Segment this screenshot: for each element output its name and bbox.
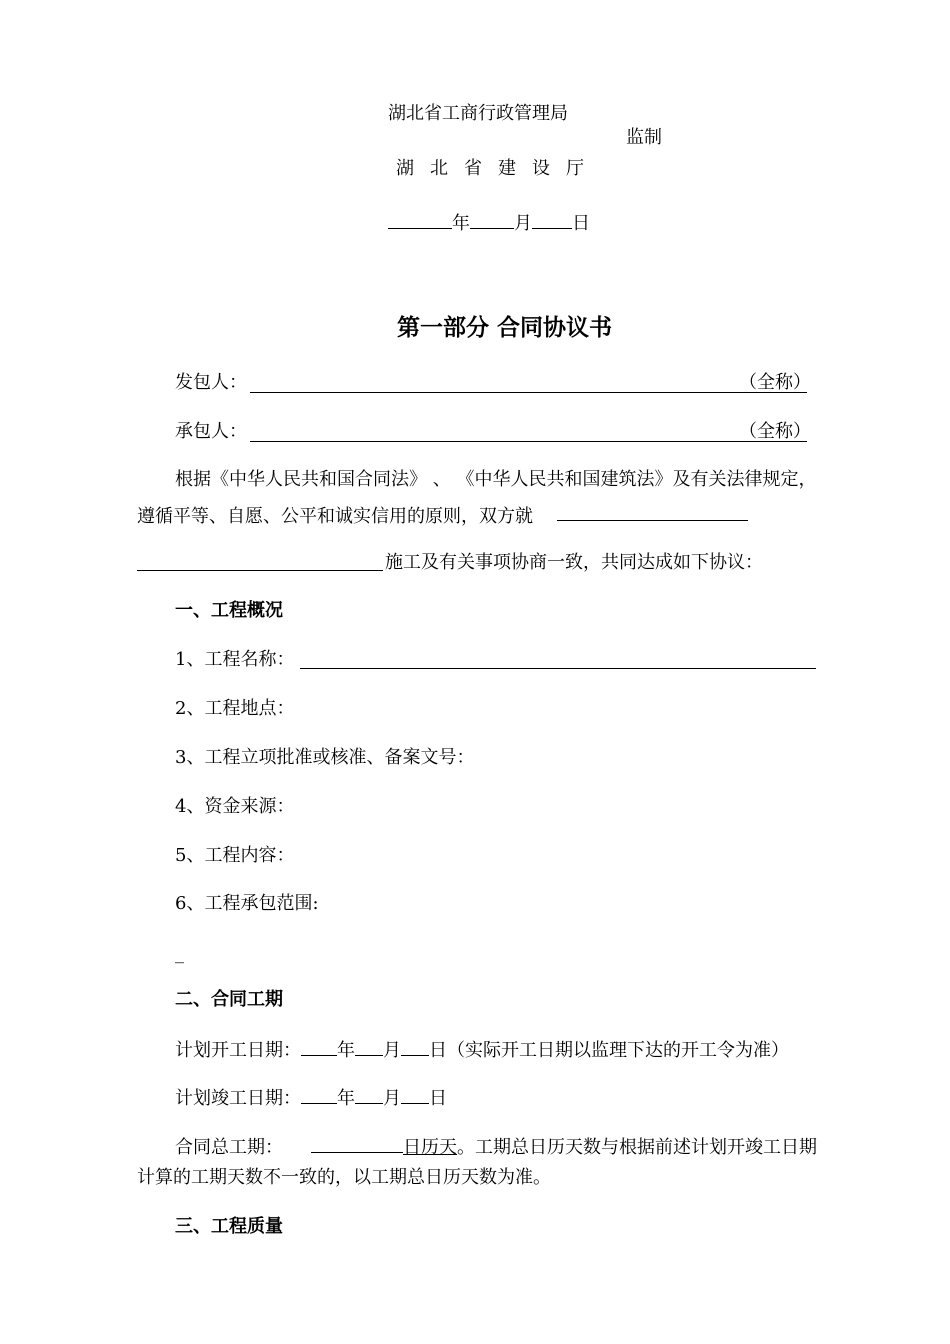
project-name-underline: [300, 668, 816, 669]
project-name-label: 1、工程名称：: [175, 649, 295, 670]
preamble-line-1: 根据《中华人民共和国合同法》 、 《中华人民共和国建筑法》及有关法律规定，: [175, 469, 817, 490]
part-title: 第一部分 合同协议书: [397, 315, 613, 341]
project-blank-2: [137, 570, 383, 571]
contractor-suffix: （全称）: [739, 421, 811, 442]
funding-source-label: 4、资金来源：: [175, 796, 295, 817]
employer-label: 发包人：: [175, 372, 247, 393]
total-duration-blank: [311, 1134, 403, 1153]
start-day-blank: [401, 1037, 429, 1056]
start-day-label: 日: [429, 1040, 447, 1061]
section-3-heading: 三、工程质量: [175, 1216, 283, 1237]
approval-number-label: 3、工程立项批准或核准、备案文号：: [175, 747, 475, 768]
stray-mark: _: [175, 943, 184, 964]
preamble-line-2: 遵循平等、自愿、公平和诚实信用的原则，双方就: [137, 506, 533, 527]
date-month-blank: [470, 210, 514, 229]
contractor-label: 承包人：: [175, 421, 247, 442]
total-duration-line: [175, 1134, 817, 1160]
finish-month-blank: [355, 1085, 383, 1104]
section-2-heading: 二、合同工期: [175, 989, 283, 1010]
planned-start-label: 计划开工日期：: [175, 1040, 301, 1061]
section-1-heading: 一、工程概况: [175, 600, 283, 621]
scope-label: 6、工程承包范围:: [175, 893, 319, 914]
start-month-label: 月: [383, 1040, 401, 1061]
project-content-label: 5、工程内容：: [175, 845, 295, 866]
project-location-label: 2、工程地点：: [175, 698, 295, 719]
date-month-label: 月: [514, 213, 532, 234]
total-duration-label: 合同总工期：: [175, 1137, 283, 1158]
employer-underline: [250, 392, 807, 393]
start-month-blank: [355, 1037, 383, 1056]
date-day-label: 日: [572, 213, 590, 234]
header-date: [388, 210, 590, 236]
start-note: （实际开工日期以监理下达的开工令为准）: [447, 1040, 789, 1061]
total-duration-unit: 日历天: [403, 1137, 457, 1158]
planned-start-line: [175, 1037, 789, 1063]
finish-month-label: 月: [383, 1088, 401, 1109]
start-year-label: 年: [337, 1040, 355, 1061]
finish-day-label: 日: [429, 1088, 447, 1109]
supervise-label: 监制: [626, 127, 662, 148]
issuer-line-1: 湖北省工商行政管理局: [388, 103, 568, 124]
start-year-blank: [301, 1037, 337, 1056]
employer-suffix: （全称）: [739, 372, 811, 393]
planned-finish-label: 计划竣工日期：: [175, 1088, 301, 1109]
issuer-line-2: 湖北省建设厅: [396, 158, 600, 179]
finish-day-blank: [401, 1085, 429, 1104]
date-day-blank: [532, 210, 572, 229]
date-year-blank: [388, 210, 452, 229]
contractor-underline: [250, 441, 807, 442]
total-duration-note-1: 。工期总日历天数与根据前述计划开竣工日期: [457, 1137, 817, 1158]
finish-year-blank: [301, 1085, 337, 1104]
planned-finish-line: [175, 1085, 447, 1111]
finish-year-label: 年: [337, 1088, 355, 1109]
preamble-line-3: 施工及有关事项协商一致，共同达成如下协议：: [385, 552, 763, 573]
total-duration-note-2: 计算的工期天数不一致的，以工期总日历天数为准。: [137, 1167, 551, 1188]
date-year-label: 年: [452, 213, 470, 234]
project-blank-1: [557, 520, 748, 521]
